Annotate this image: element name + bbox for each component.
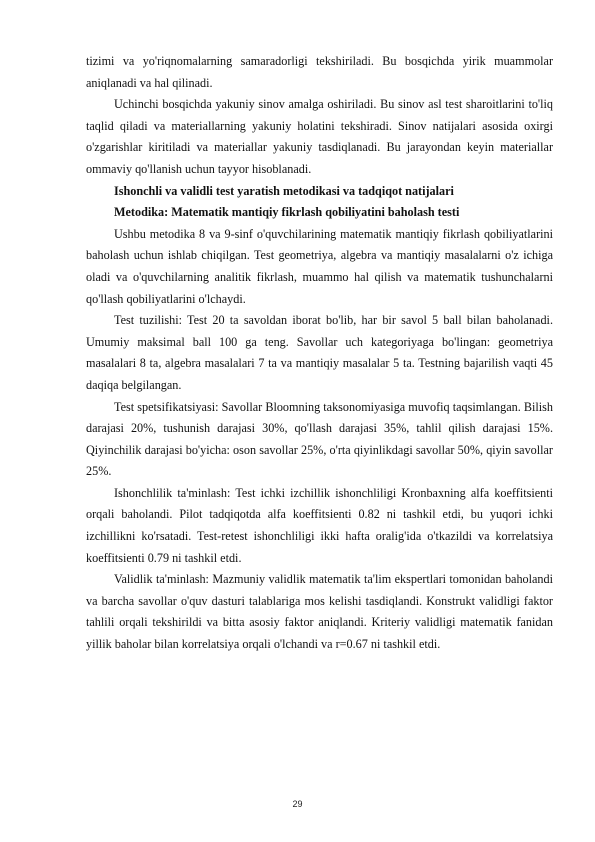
body-paragraph-methodology: Ushbu metodika 8 va 9-sinf o'quvchilarining matematik mantiqiy fikrlash qobiliyatlarini baholash uchun ishlab chiqilgan. Test geometriya, algebra va mantiqiy masalalarni o'z ichiga oladi va o'quvchilarning analitik fikrlash, muammo hal qilish va matematik tushunchalarni qo'llash qobiliyatlarini o'lchaydi. <box>86 226 553 306</box>
body-paragraph-test-structure: Test tuzilishi: Test 20 ta savoldan iborat bo'lib, har bir savol 5 ball bilan baholanadi. Umumiy maksimal ball 100 ga teng. Savollar uch kategoriyaga bo'lingan: geometriya masalalari 8 ta, algebra masalalari 7 ta va mantiqiy masalalar 5 ta. Testning bajarilish vaqti 45 daqiqa belgilangan. <box>86 313 553 392</box>
body-paragraph-validity: Validlik ta'minlash: Mazmuniy validlik matematik ta'lim ekspertlari tomonidan baholandi va barcha savollar o'quv dasturi talablariga mos kelishi tasdiqlandi. Konstrukt validligi faktor tahlili orqali tekshirildi va bitta asosiy faktor aniqlandi. Kriteriy validligi matematik fanidan yillik baholar bilan korrelatsiya orqali o'lchandi va r=0.67 ni tashkil etdi. <box>86 572 553 652</box>
body-paragraph-third-stage: Uchinchi bosqichda yakuniy sinov amalga oshiriladi. Bu sinov asl test sharoitlarini to'liq taqlid qiladi va materiallarning yakuniy holatini tekshiradi. Sinov natijalari asosida oxirgi o'zgarishlar kiritiladi va materiallar yakuniy tasdiqlanadi. Bu jarayondan keyin materiallar ommaviy qo'llanish uchun tayyor hisoblanadi. <box>86 97 553 176</box>
subsection-heading: Metodika: Matematik mantiqiy fikrlash qobiliyatini baholash testi <box>114 205 460 220</box>
body-paragraph-reliability: Ishonchlilik ta'minlash: Test ichki izchillik ishonchliligi Kronbaxning alfa koeffitsienti orqali baholandi. Pilot tadqiqotda alfa koeffitsienti 0.82 ni tashkil etdi, bu yuqori ichki izchillikni ko'rsatadi. Test-retest ishonchliligi ikki hafta oralig'ida o'tkazildi va korrelatsiya koeffitsienti 0.79 ni tashkil etdi. <box>86 485 553 565</box>
body-paragraph-continued: tizimi va yo'riqnomalarning samaradorligi tekshiriladi. Bu bosqichda yirik muammolar aniqlanadi va hal qilinadi. <box>86 54 553 90</box>
page-number: 29 <box>292 799 303 809</box>
body-paragraph-test-specification: Test spetsifikatsiyasi: Savollar Bloomning taksonomiyasiga muvofiq taqsimlangan. Bilish darajasi 20%, tushunish darajasi 30%, qo'llash darajasi 35%, tahlil qilish darajasi 15%. Qiyinchilik darajasi bo'yicha: oson savollar 25%, o'rta qiyinlikdagi savollar 50%, qiyin savollar 25%. <box>86 399 553 479</box>
section-heading: Ishonchli va validli test yaratish metodikasi va tadqiqot natijalari <box>114 183 454 198</box>
document-page <box>86 51 553 656</box>
